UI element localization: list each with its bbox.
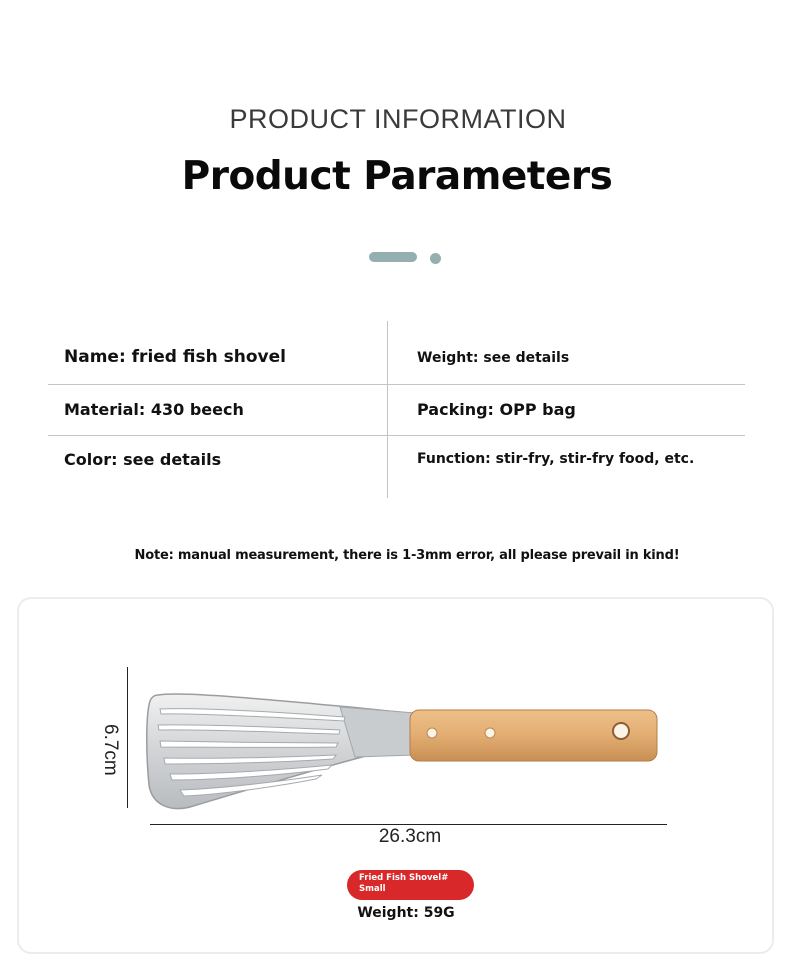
fish-spatula-illustration	[140, 685, 660, 824]
product-weight: Weight: 59G	[357, 905, 455, 921]
param-packing: Packing: OPP bag	[417, 400, 576, 419]
param-name: Name: fried fish shovel	[64, 347, 286, 367]
param-function: Function: stir-fry, stir-fry food, etc.	[417, 451, 695, 467]
decor-dot	[430, 253, 441, 264]
height-dimension-label: 6.7cm	[100, 724, 121, 776]
params-divider	[48, 384, 745, 385]
param-weight: Weight: see details	[417, 350, 570, 366]
params-divider	[48, 435, 745, 436]
variant-badge-name: Fried Fish Shovel#	[359, 873, 449, 883]
decor-pill	[369, 252, 417, 262]
length-dimension-line	[150, 824, 667, 825]
variant-badge-size: Small	[359, 884, 386, 894]
section-eyebrow: PRODUCT INFORMATION	[229, 104, 567, 134]
measurement-note: Note: manual measurement, there is 1-3mm error, all please prevail in kind!	[134, 548, 680, 563]
height-dimension-line	[127, 667, 128, 808]
params-table	[48, 321, 745, 498]
param-color: Color: see details	[64, 450, 222, 469]
params-divider-vertical	[387, 321, 388, 498]
length-dimension-label: 26.3cm	[378, 826, 442, 847]
param-material: Material: 430 beech	[64, 400, 244, 419]
variant-badge	[347, 870, 474, 900]
page-title: Product Parameters	[181, 154, 613, 199]
